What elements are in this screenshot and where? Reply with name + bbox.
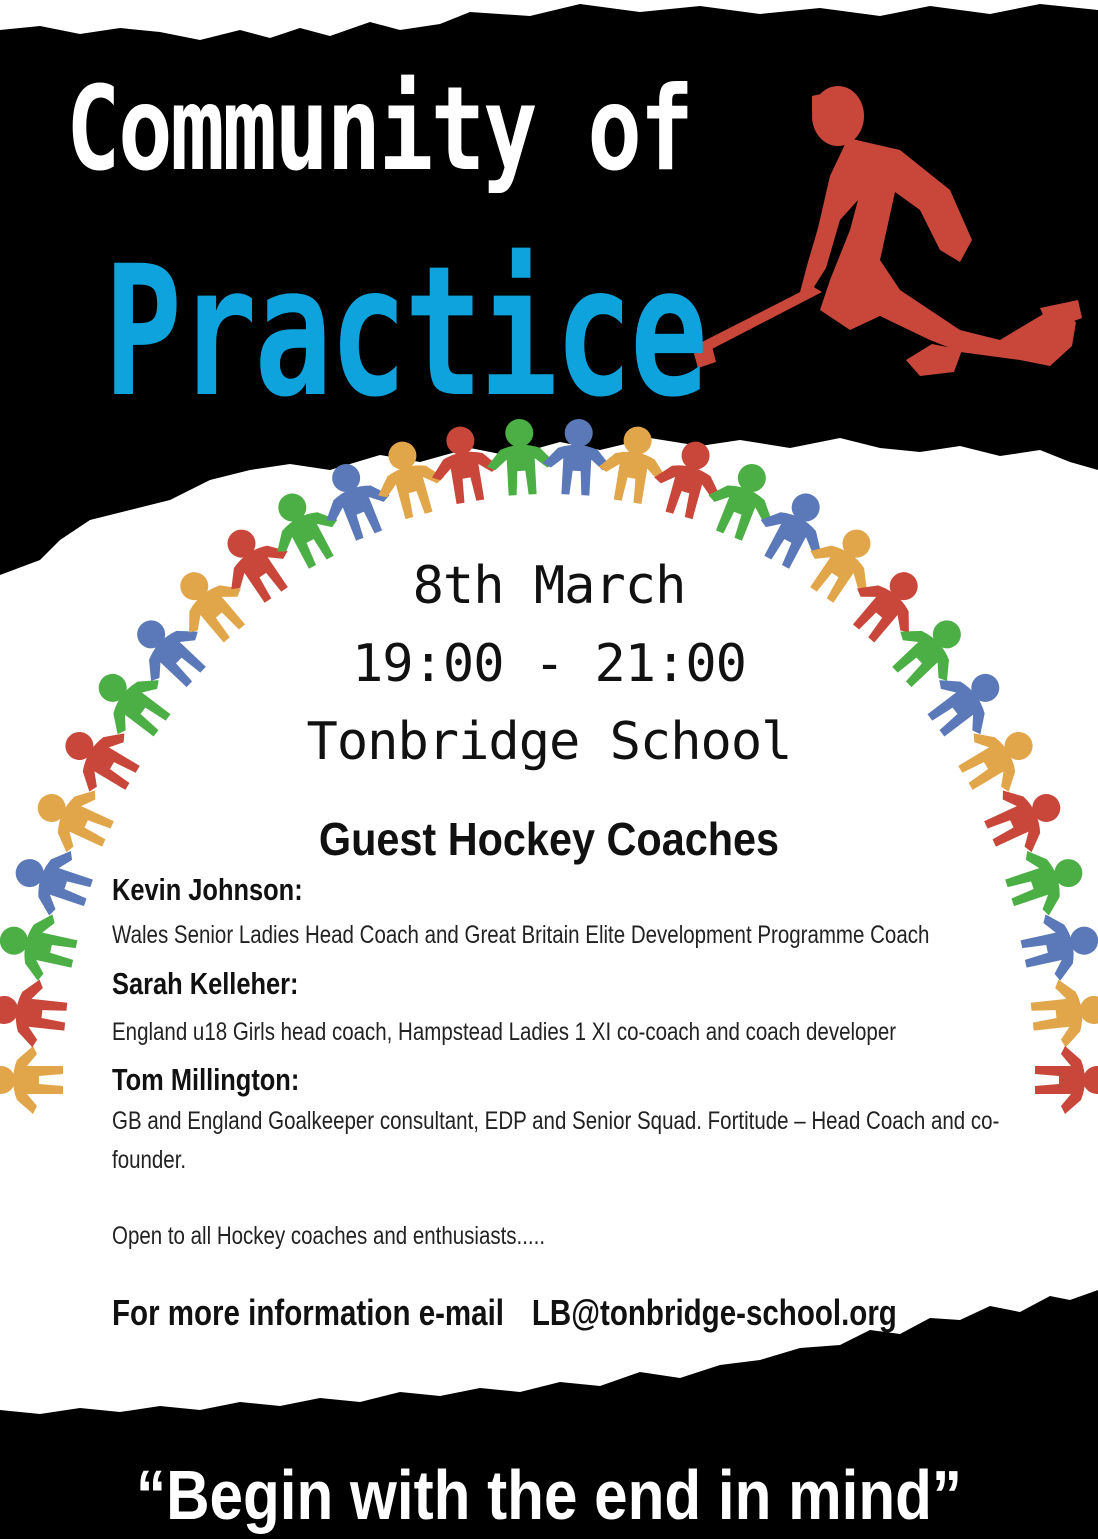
event-venue: Tonbridge School [306,712,792,772]
event-date: 8th March [412,556,686,616]
coach-role: GB and England Goalkeeper consultant, EDP and Senior Squad. Fortitude – Head Coach and co-founder. [112,1107,1000,1174]
coach-name: Sarah Kelleher: [112,966,299,1001]
contact-info [112,1292,897,1334]
contact-label: For more information e-mail [112,1292,505,1333]
coach-name: Kevin Johnson: [112,872,303,907]
title-line-2: Practice [104,228,706,437]
coach-name: Tom Millington: [112,1062,300,1097]
title-line-1: Community of [66,62,692,197]
contact-email[interactable]: LB@tonbridge-school.org [531,1292,897,1333]
guest-coaches-heading: Guest Hockey Coaches [318,813,780,865]
coach-role: England u18 Girls head coach, Hampstead Ladies 1 XI co-coach and coach developer [112,1018,897,1046]
coach-role: Wales Senior Ladies Head Coach and Great Britain Elite Development Programme Coach [112,921,930,949]
tagline-quote: “Begin with the end in mind” [135,1456,963,1534]
open-to-text: Open to all Hockey coaches and enthusiasts..... [112,1222,546,1250]
event-time: 19:00 - 21:00 [352,634,746,694]
